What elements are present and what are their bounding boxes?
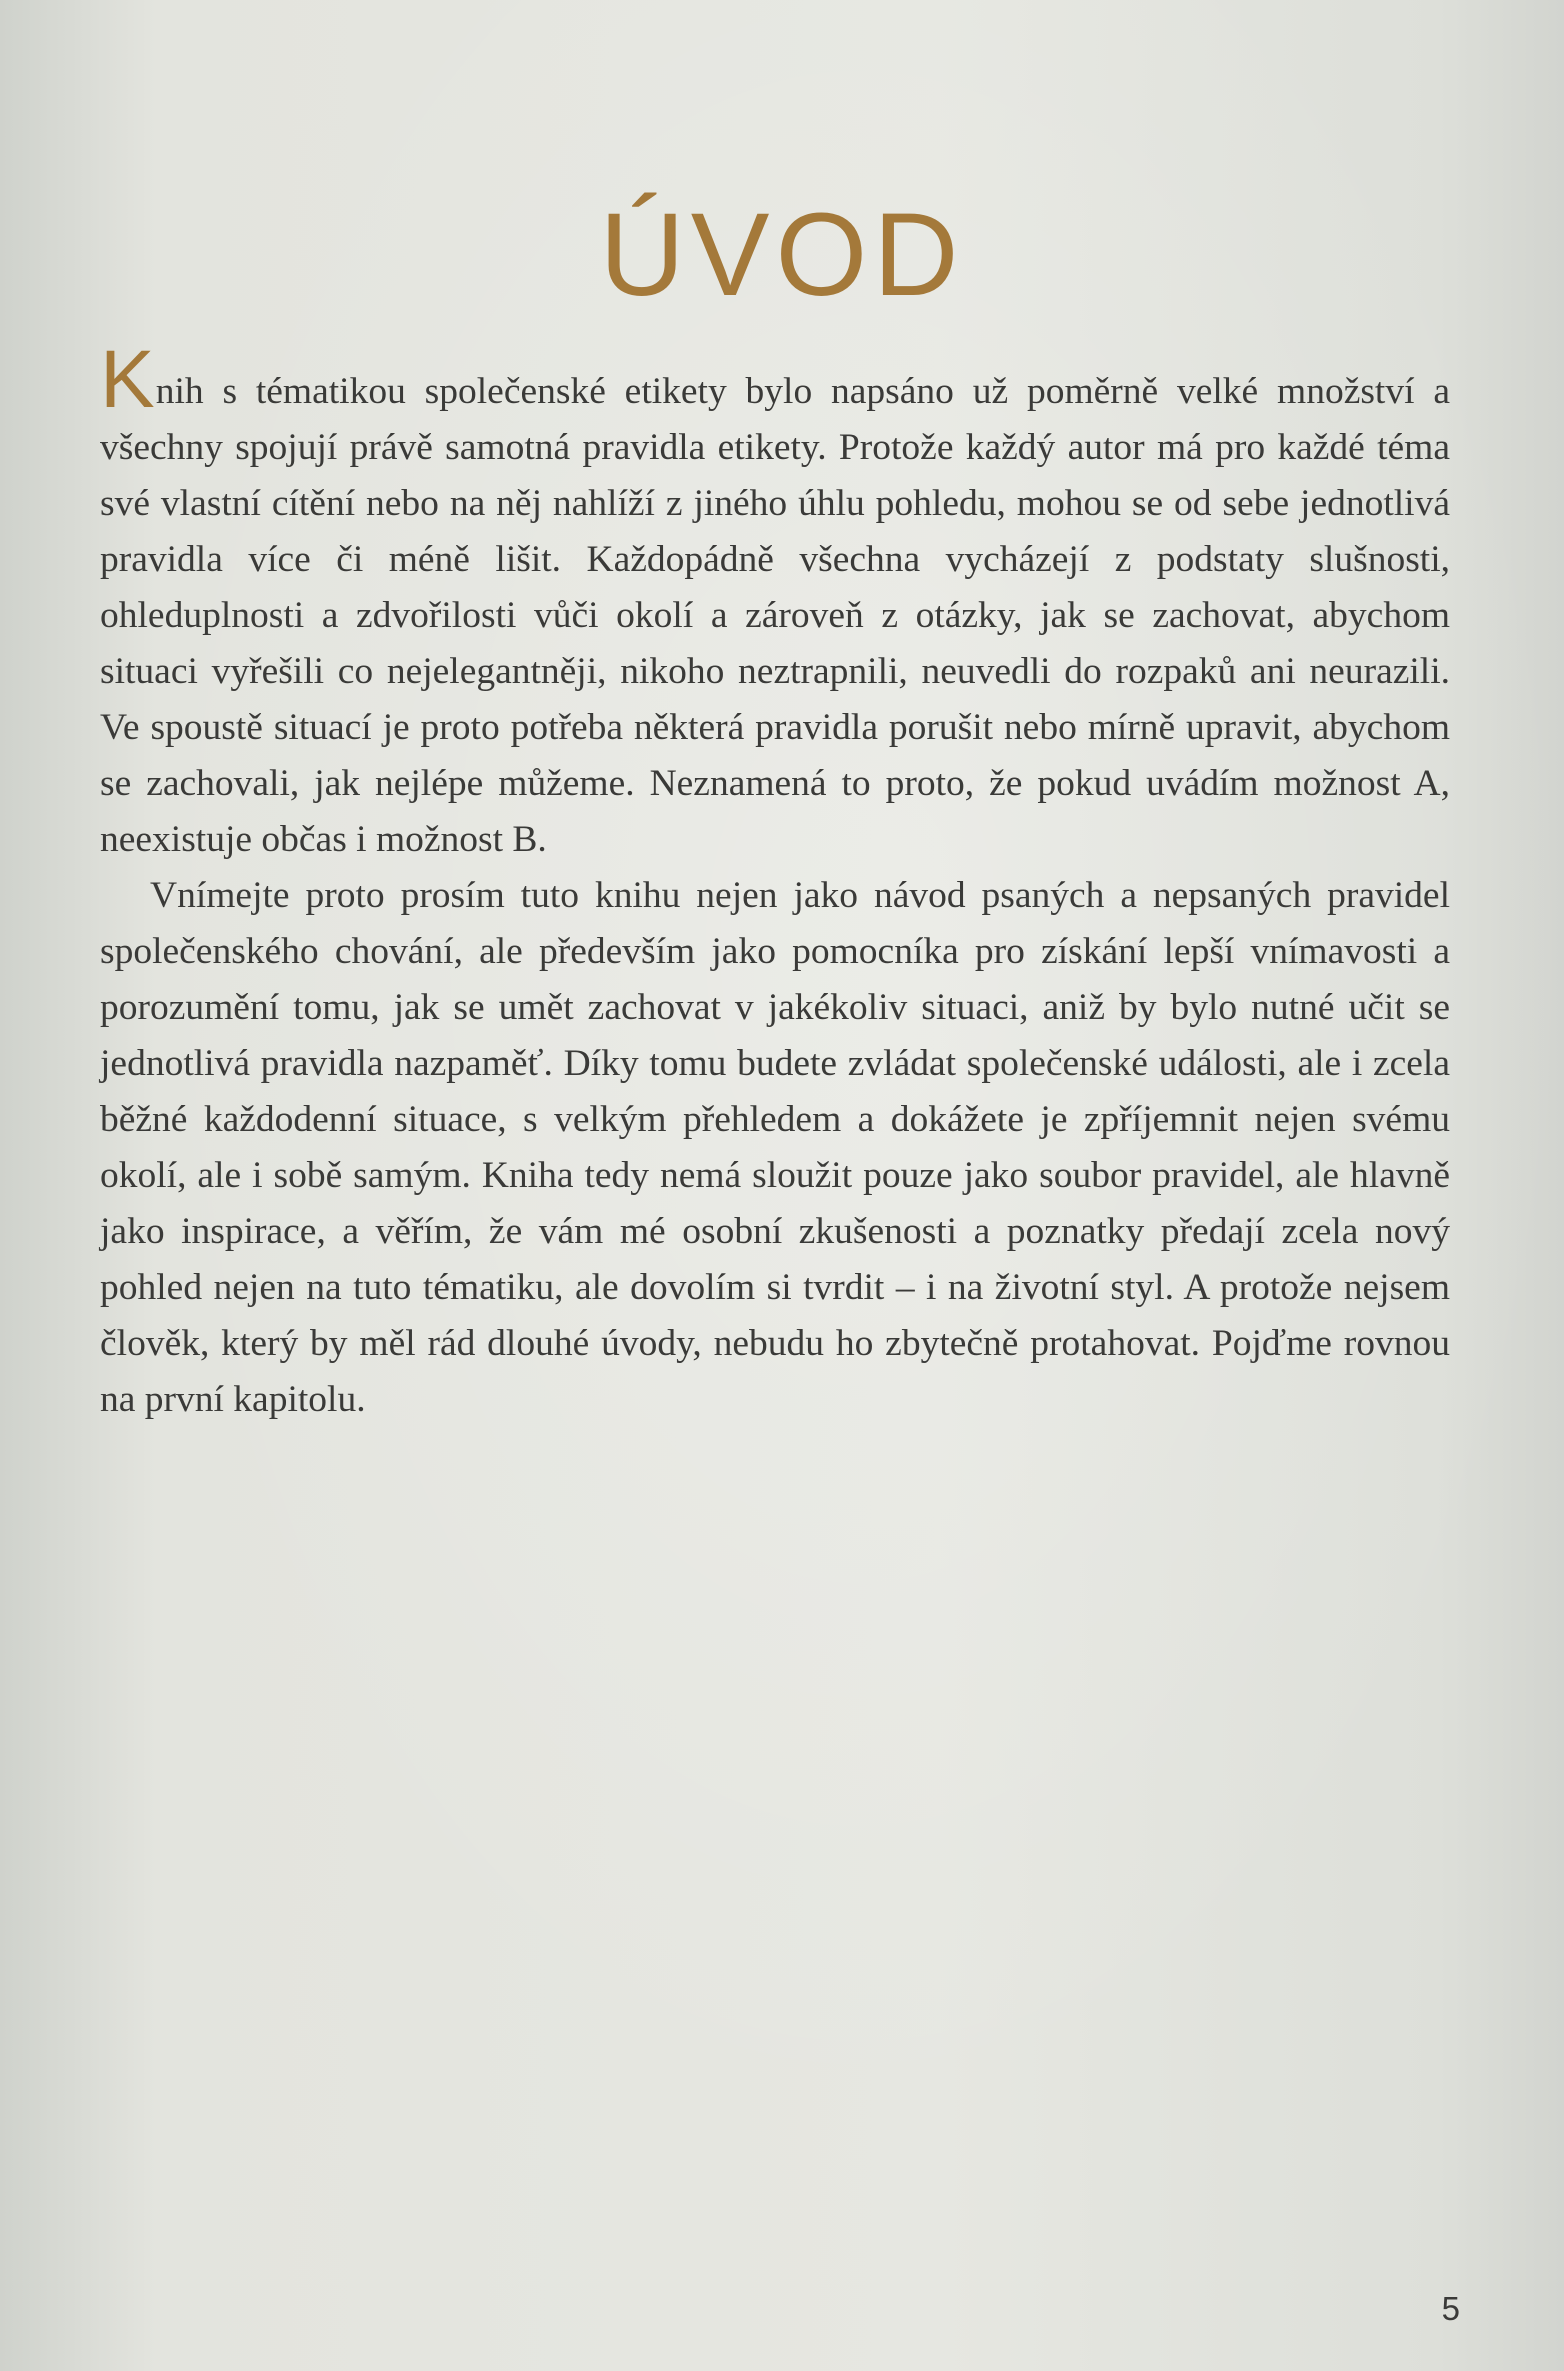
paragraph-1 [100, 334, 1450, 868]
body-text [100, 334, 1450, 1428]
page-number: 5 [1441, 2290, 1460, 2327]
paragraph-2: Vnímejte proto prosím tuto knihu nejen jako návod psaných a nepsaných pravidel společenského chování, ale především jako pomocníka pro získání lepší vnímavosti a porozumění tomu, jak se umět zachovat v jakékoliv situaci, aniž by bylo nutné učit se jednotlivá pravidla nazpaměť. Díky tomu budete zvládat společenské události, ale i zcela běžné každodenní situace, s velkým přehledem a dokážete je zpříjemnit nejen svému okolí, ale i sobě samým. Kniha tedy nemá sloužit pouze jako soubor pravidel, ale hlavně jako inspirace, a věřím, že vám mé osobní zkušenosti a poznatky předají zcela nový pohled nejen na tuto tématiku, ale dovolím si tvrdit – i na životní styl. A protože nejsem člověk, který by měl rád dlouhé úvody, nebudu ho zbytečně protahovat. Pojďme rovnou na první kapitolu. [100, 875, 1450, 1420]
drop-cap: K [100, 334, 155, 425]
paragraph-1-text: nih s tématikou společenské etikety bylo napsáno už poměrně velké množství a všechny spojují právě samotná pravidla etikety. Protože každý autor má pro každé téma své vlastní cítění nebo na něj nahlíží z jiného úhlu pohledu, mohou se od sebe jednotlivá pravidla více či méně lišit. Každopádně všechna vycházejí z podstaty slušnosti, ohleduplnosti a zdvořilosti vůči okolí a zároveň z otázky, jak se zachovat, abychom situaci vyřešili co nejelegantněji, nikoho neztrapnili, neuvedli do rozpaků ani neurazili. Ve spoustě situací je proto potřeba některá pravidla porušit nebo mírně upravit, abychom se zachovali, jak nejlépe můžeme. Neznamená to proto, že pokud uvádím možnost A, neexistuje občas i možnost B. [100, 371, 1450, 860]
chapter-title: ÚVOD [599, 189, 965, 321]
